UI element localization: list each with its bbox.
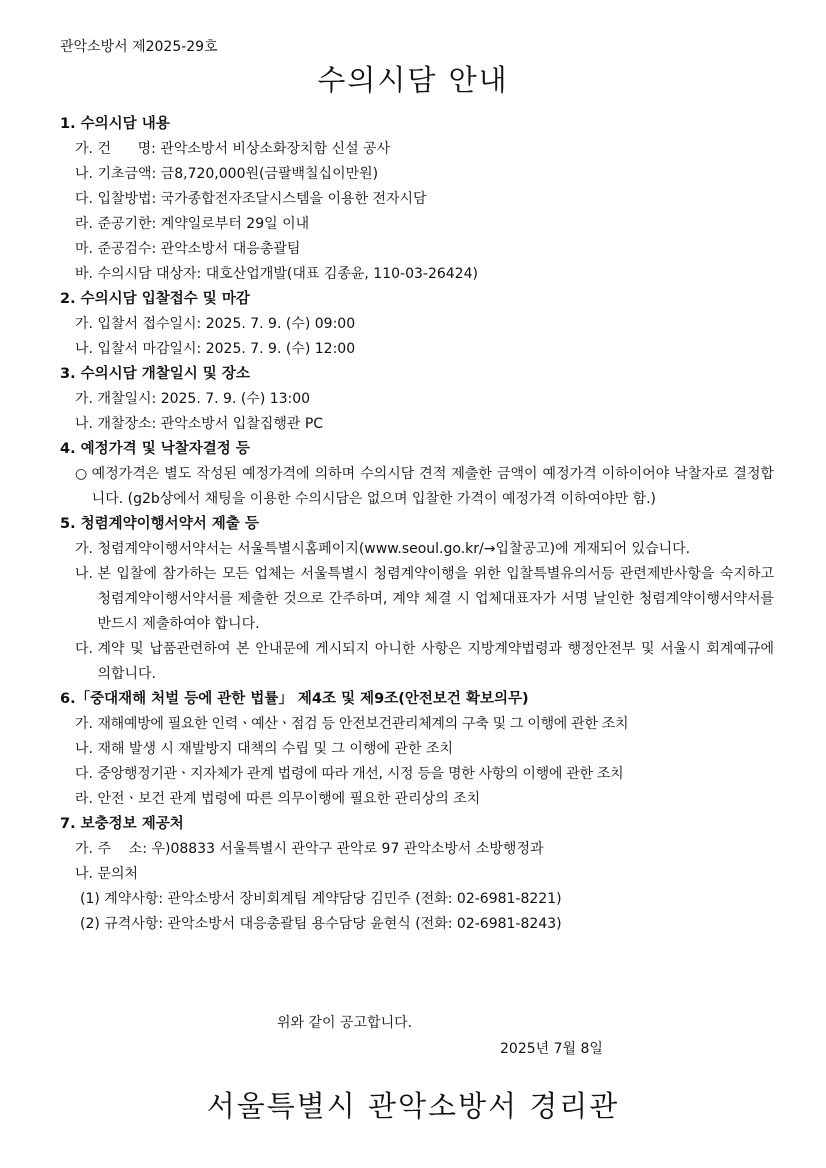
item-text: 재해 발생 시 재발방지 대책의 수립 및 그 이행에 관한 조치 xyxy=(97,741,453,757)
item-label: 나. xyxy=(75,866,98,882)
section-heading: 5. 청렴계약이행서약서 제출 등 xyxy=(60,516,259,532)
item-text: 기초금액: 금8,720,000원(금팔백칠십이만원) xyxy=(97,166,379,182)
section-heading: 6.「중대재해 처벌 등에 관한 법률」 제4조 및 제9조(안전보건 확보의무) xyxy=(60,691,529,707)
document-body xyxy=(60,112,774,937)
item-label: 가. xyxy=(75,541,98,557)
item-text: 입찰서 접수일시: 2025. 7. 9. (수) 09:00 xyxy=(97,316,356,332)
list-item xyxy=(60,562,774,637)
item-label: 가. xyxy=(75,841,98,857)
document-title: 수의시담 안내 xyxy=(317,63,509,97)
list-item xyxy=(60,337,774,362)
list-item xyxy=(60,187,774,212)
item-label: 라. xyxy=(75,791,98,807)
section-heading: 7. 보충정보 제공처 xyxy=(60,816,184,832)
contact-item xyxy=(60,887,774,912)
item-label: 다. xyxy=(75,191,98,207)
item-text: 주 소: 우)08833 서울특별시 관악구 관악로 97 관악소방서 소방행정과 xyxy=(97,841,544,857)
item-label: 가. xyxy=(75,391,98,407)
list-item xyxy=(60,462,774,512)
item-label: 나. xyxy=(75,166,98,182)
list-item xyxy=(60,537,774,562)
announcement-date: 2025년 7월 8일 xyxy=(500,1041,603,1057)
section-heading: 1. 수의시담 내용 xyxy=(60,116,170,132)
item-text: 문의처 xyxy=(97,866,139,882)
item-text: 건 명: 관악소방서 비상소화장치함 신설 공사 xyxy=(97,141,391,157)
list-item xyxy=(60,412,774,437)
item-label: 가. xyxy=(75,716,98,732)
item-text: 계약 및 납품관련하여 본 안내문에 게시되지 아니한 사항은 지방계약법령과 행정안전부 및 서울시 회계예규에 의합니다. xyxy=(97,641,774,682)
item-label: 나. xyxy=(75,416,98,432)
item-text: 입찰방법: 국가종합전자조달시스템을 이용한 전자시담 xyxy=(97,191,427,207)
item-text: 개찰장소: 관악소방서 입찰집행관 PC xyxy=(97,416,324,432)
list-item xyxy=(60,762,774,787)
item-text: 중앙행정기관ㆍ지자체가 관계 법령에 따라 개선, 시정 등을 명한 사항의 이행에 관한 조치 xyxy=(97,766,624,782)
list-item xyxy=(60,712,774,737)
item-label: 나. xyxy=(75,566,98,582)
item-label: 라. xyxy=(75,216,98,232)
item-text: 규격사항: 관악소방서 대응총괄팀 용수담당 윤현식 (전화: 02-6981-8243) xyxy=(104,916,562,932)
list-item xyxy=(60,737,774,762)
list-item xyxy=(60,787,774,812)
list-item xyxy=(60,862,774,887)
item-label: 마. xyxy=(75,241,98,257)
item-text: 준공기한: 계약일로부터 29일 이내 xyxy=(97,216,310,232)
list-item xyxy=(60,312,774,337)
item-label: 나. xyxy=(75,341,98,357)
item-text: 예정가격은 별도 작성된 예정가격에 의하며 수의시담 견적 제출한 금액이 예정가격 이하이어야 낙찰자로 결정합니다. (g2b상에서 채팅을 이용한 수의시담은 없으며 입찰한 가격이 예정가격 이하여야만 함.) xyxy=(91,466,774,507)
item-text: 개찰일시: 2025. 7. 9. (수) 13:00 xyxy=(97,391,311,407)
item-label: 다. xyxy=(75,766,98,782)
item-text: 재해예방에 필요한 인력ㆍ예산ㆍ점검 등 안전보건관리체계의 구축 및 그 이행에 관한 조치 xyxy=(97,716,629,732)
item-text: 본 입찰에 참가하는 모든 업체는 서울특별시 청렴계약이행을 위한 입찰특별유의서등 관련제반사항을 숙지하고 청렴계약이행서약서를 제출한 것으로 간주하며, 계약 체결 시 업체대표자가 서명 날인한 청렴계약이행서약서를 반드시 제출하여야 합니다. xyxy=(97,566,774,632)
item-text: 계약사항: 관악소방서 장비회계팀 계약담당 김민주 (전화: 02-6981-8221) xyxy=(104,891,562,907)
list-item xyxy=(60,387,774,412)
list-item xyxy=(60,262,774,287)
item-label: 다. xyxy=(75,641,98,657)
item-label: 나. xyxy=(75,741,98,757)
item-text: 안전ㆍ보건 관계 법령에 따른 의무이행에 필요한 관리상의 조치 xyxy=(97,791,481,807)
document-number: 관악소방서 제2025-29호 xyxy=(60,39,218,55)
contact-item xyxy=(60,912,774,937)
list-item xyxy=(60,637,774,687)
item-label: 가. xyxy=(75,141,98,157)
item-label: 가. xyxy=(75,316,98,332)
item-label: (2) xyxy=(80,916,105,932)
item-label: 바. xyxy=(75,266,98,282)
issuer-signature: 서울특별시 관악소방서 경리관 xyxy=(206,1089,620,1123)
item-text: 준공검수: 관악소방서 대응총괄팀 xyxy=(97,241,301,257)
item-text: 수의시담 대상자: 대호산업개발(대표 김종윤, 110-03-26424) xyxy=(97,266,478,282)
list-item xyxy=(60,212,774,237)
section-heading: 2. 수의시담 입찰접수 및 마감 xyxy=(60,291,250,307)
list-item xyxy=(60,137,774,162)
item-label: (1) xyxy=(80,891,105,907)
section-heading: 3. 수의시담 개찰일시 및 장소 xyxy=(60,366,250,382)
bullet-circle-icon: ○ xyxy=(75,466,92,482)
list-item xyxy=(60,237,774,262)
closing-statement: 위와 같이 공고합니다. xyxy=(277,1015,413,1031)
item-text: 청렴계약이행서약서는 서울특별시홈페이지(www.seoul.go.kr/→입찰공고)에 게재되어 있습니다. xyxy=(97,541,691,557)
section-heading: 4. 예정가격 및 낙찰자결정 등 xyxy=(60,441,250,457)
list-item xyxy=(60,837,774,862)
item-text: 입찰서 마감일시: 2025. 7. 9. (수) 12:00 xyxy=(97,341,356,357)
list-item xyxy=(60,162,774,187)
